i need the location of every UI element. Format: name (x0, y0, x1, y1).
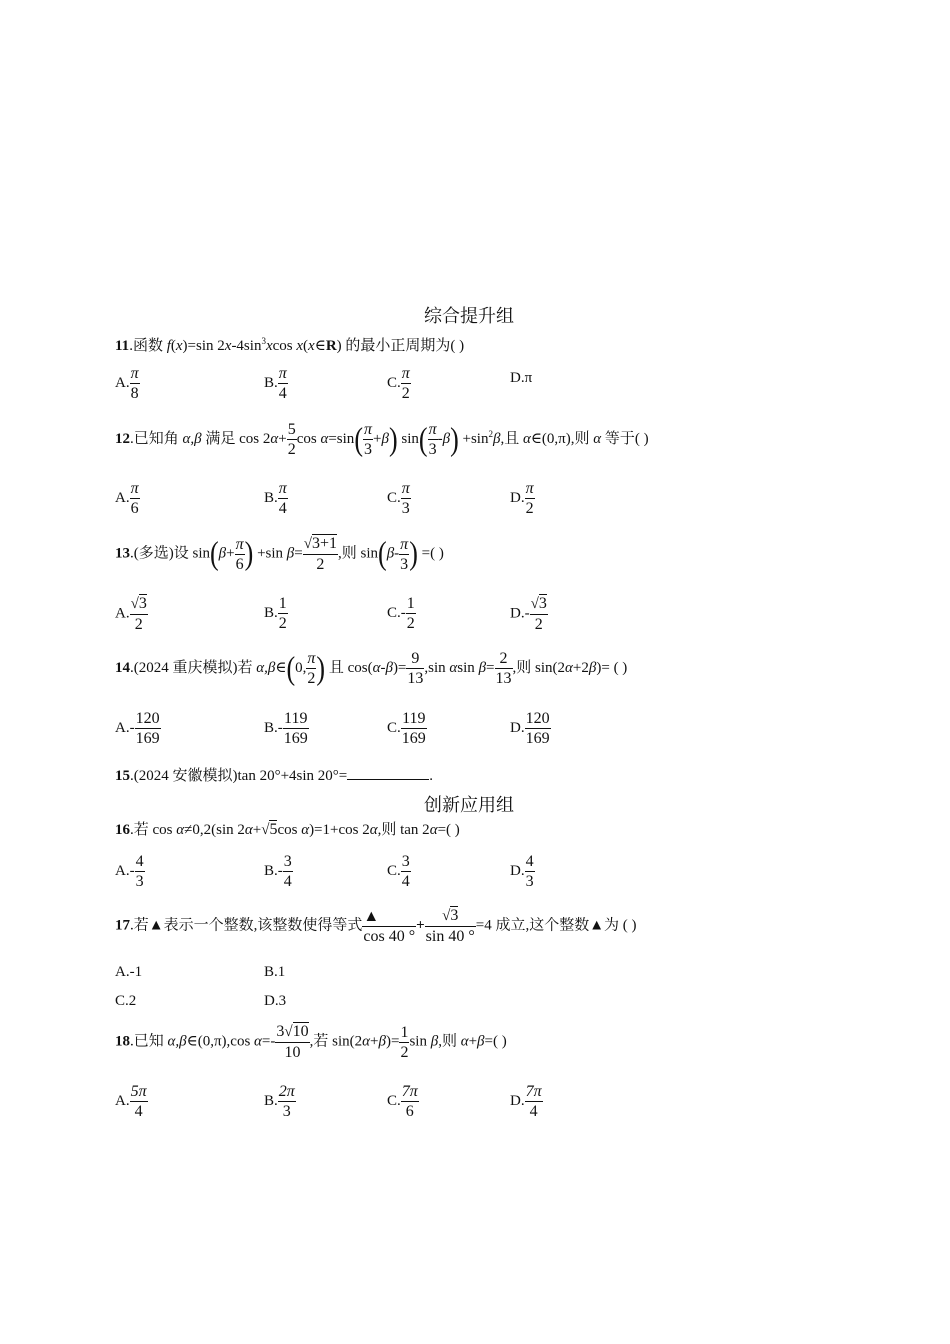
q-text: = (486, 659, 495, 676)
frac-num: 3 (283, 853, 292, 870)
option-18-C[interactable] (387, 1082, 419, 1121)
q-text: + (252, 822, 262, 838)
q-var: α (369, 822, 378, 838)
frac-den: 169 (283, 730, 308, 747)
option-label: D. (510, 489, 525, 506)
q-text: =sin (328, 430, 355, 447)
q-text: = (294, 545, 303, 562)
q-text: -4sin (231, 338, 262, 354)
q-var: β (588, 659, 597, 676)
frac-den: 3 (401, 500, 410, 517)
frac-den: 2 (316, 556, 325, 573)
frac-den: 169 (135, 730, 160, 747)
q-text: 满足 cos 2 (201, 430, 271, 447)
option-17-A[interactable]: A.-1 (115, 964, 143, 980)
radicand: 10 (292, 1023, 309, 1040)
q-text: ,则 sin(2 (512, 659, 566, 676)
q-text: ,则 sin (338, 545, 379, 562)
frac-num: 3 (401, 853, 410, 870)
q-text: cos (272, 338, 297, 354)
right-paren: ) (244, 535, 254, 572)
q-text: .(多选)设 sin (130, 545, 210, 562)
frac-den: sin 40 ° (425, 928, 475, 945)
q-text: =( ) (484, 1033, 507, 1050)
frac-num: 4 (135, 853, 144, 870)
frac-den: 2 (287, 441, 296, 458)
frac-num: 119 (402, 710, 426, 727)
q-text: )= (392, 659, 407, 676)
frac-num: π (401, 365, 410, 382)
q-text: )= ( ) (596, 659, 628, 676)
q-var: x (175, 338, 183, 354)
q-text: .若▲表示一个整数,该整数使得等式 (130, 917, 363, 934)
q-var: β (386, 545, 395, 562)
q-text: =4 成立,这个整数▲为 ( ) (475, 917, 637, 934)
frac-num: 120 (135, 710, 160, 727)
q-var: α (429, 822, 438, 838)
q-text: ) 的最小正周期为( ) (336, 338, 465, 354)
option-label: B. (264, 489, 278, 506)
frac-num: 4 (525, 853, 534, 870)
frac-den: 4 (134, 1103, 143, 1120)
q-var: x (224, 338, 232, 354)
frac-den: 3 (525, 873, 534, 890)
radicand: 5 (269, 821, 278, 838)
frac-den: 3 (428, 441, 437, 458)
frac-num: 2π (278, 1083, 295, 1100)
q-text: )=1+cos 2 (309, 822, 370, 838)
option-label: A. (115, 489, 130, 506)
option-label: C. (387, 862, 401, 879)
question-number: 12 (115, 430, 130, 447)
option-11-B[interactable] (264, 364, 288, 403)
q-text: + (468, 1033, 478, 1050)
option-16-D[interactable] (510, 852, 535, 891)
frac-num: 119 (284, 710, 308, 727)
section-title-innovative: 创新应用组 (424, 795, 514, 816)
q-text: - (394, 545, 400, 562)
option-14-B[interactable] (264, 709, 309, 748)
q-var: α (593, 430, 602, 447)
q-text: . (429, 768, 433, 784)
frac-num: π (363, 421, 372, 438)
sqrt-icon: √ (442, 908, 451, 924)
q-var: β (430, 1033, 439, 1050)
q-text: .已知 (130, 1033, 168, 1050)
q-text: ∈(0,π),则 (530, 430, 594, 447)
q-set-R: R (325, 338, 337, 354)
section-title-comprehensive: 综合提升组 (424, 306, 514, 327)
frac-den: 2 (401, 385, 410, 402)
q-var: α (270, 430, 279, 447)
q-text: ≠0,2(sin 2 (184, 822, 245, 838)
question-15 (115, 764, 433, 785)
q-text: ∈ (275, 659, 287, 676)
frac-num: π (400, 535, 409, 553)
left-paren: ( (378, 535, 387, 572)
frac-num: 3 (138, 595, 147, 612)
q-var: β (442, 430, 451, 447)
option-11-D[interactable] (510, 370, 532, 387)
q-var: α (301, 822, 310, 838)
option-label: D. (510, 1092, 525, 1109)
q-var: x (265, 338, 273, 354)
q-var: β (478, 659, 487, 676)
frac-num: 3 (450, 907, 459, 924)
q-text: sin (409, 1033, 431, 1050)
frac-den: 10 (284, 1044, 301, 1061)
frac-num: 9 (406, 649, 424, 669)
frac-den: 4 (401, 873, 410, 890)
question-number: 13 (115, 545, 130, 562)
q-text: ,且 (500, 430, 523, 447)
frac-den: 3 (363, 441, 372, 458)
frac-den: 2 (134, 616, 143, 633)
q-text: sin (457, 659, 479, 676)
question-number: 11 (115, 338, 130, 354)
q-var: α (460, 1033, 469, 1050)
q-text: ( (170, 338, 176, 354)
option-11-C[interactable] (387, 364, 411, 403)
question-14 (115, 649, 627, 688)
q-var: α,β (167, 1033, 187, 1050)
frac-den: 3 (135, 873, 144, 890)
frac-den: 2 (406, 615, 415, 632)
frac-den: 4 (529, 1103, 538, 1120)
frac-den: cos 40 ° (363, 927, 416, 945)
q-text: .函数 (129, 338, 167, 354)
frac-num: π (307, 650, 316, 667)
q-text: .(2024 重庆模拟)若 (130, 659, 257, 676)
frac-num: π (278, 365, 287, 382)
option-label: C.- (387, 604, 406, 621)
q-text: 等于( ) (601, 430, 649, 447)
option-label: B. (264, 1092, 278, 1109)
frac-num: 1 (400, 1023, 409, 1041)
frac-num: π (130, 365, 139, 382)
option-label: B.- (264, 862, 283, 879)
frac-den: 6 (130, 500, 139, 517)
option-13-D[interactable] (510, 594, 548, 634)
q-text: =( ) (437, 822, 460, 838)
option-16-B[interactable] (264, 852, 293, 891)
q-text: ,sin (424, 659, 450, 676)
frac-num: π (525, 480, 534, 497)
q-var: β (286, 545, 295, 562)
option-18-D[interactable] (510, 1082, 543, 1121)
q-var: α (320, 430, 329, 447)
frac-num: 120 (525, 710, 550, 727)
option-12-D[interactable] (510, 479, 535, 518)
frac-num: 3 (538, 595, 547, 612)
right-paren: ) (409, 535, 418, 572)
q-text: ,若 sin(2 (309, 1033, 363, 1050)
option-label: C. (387, 1092, 401, 1109)
frac-num: 3+1 (311, 535, 337, 552)
frac-den: 6 (235, 555, 244, 573)
frac-den: 8 (130, 385, 139, 402)
option-label: A. (115, 374, 130, 391)
q-text: 0, (295, 659, 307, 676)
frac-den: 2 (534, 616, 543, 633)
question-number: 17 (115, 917, 130, 934)
left-paren: ( (286, 649, 296, 686)
option-label: B.- (264, 719, 283, 736)
question-17 (115, 906, 637, 946)
q-var: α (372, 659, 381, 676)
q-var: β (492, 430, 501, 447)
right-paren: ) (388, 420, 398, 457)
q-var: α,β (182, 430, 202, 447)
frac-coef: 3 (276, 1023, 285, 1040)
option-17-B[interactable]: B.1 (264, 964, 286, 980)
frac-den: 2 (525, 500, 534, 517)
q-text: cos (296, 430, 321, 447)
q-text: + (373, 430, 382, 447)
option-16-C[interactable] (387, 852, 411, 891)
frac-num: 1 (278, 595, 287, 612)
frac-den: 4 (283, 873, 292, 890)
q-text: ∈(0,π),cos (186, 1033, 255, 1050)
option-16-A[interactable] (115, 852, 145, 891)
frac-den: 169 (525, 730, 550, 747)
q-text: =- (261, 1033, 276, 1050)
q-var: α (254, 1033, 262, 1050)
answer-blank[interactable] (347, 765, 429, 780)
frac-den: 2 (307, 670, 316, 687)
option-13-C[interactable] (387, 594, 416, 633)
option-label: C. (387, 719, 401, 736)
frac-den: 169 (401, 730, 426, 747)
q-text: .已知角 (130, 430, 183, 447)
q-var: α (522, 430, 531, 447)
frac-num: π (130, 480, 139, 497)
right-paren: ) (316, 649, 326, 686)
q-text: - (437, 430, 443, 447)
frac-den: 6 (405, 1103, 414, 1120)
option-14-C[interactable] (387, 709, 427, 748)
q-sup: 3 (261, 336, 266, 346)
frac-num: π (401, 480, 410, 497)
q-text: ,则 (438, 1033, 461, 1050)
frac-num: 2 (495, 649, 513, 669)
q-var: α (362, 1033, 371, 1050)
option-18-B[interactable] (264, 1082, 296, 1121)
q-text: - (380, 659, 386, 676)
option-12-B[interactable] (264, 479, 288, 518)
frac-num: π (428, 421, 437, 438)
frac-den: 13 (407, 670, 424, 687)
frac-den: 3 (400, 555, 409, 573)
option-label: D.- (510, 605, 530, 622)
frac-den: 13 (495, 670, 512, 687)
question-number: 15 (115, 768, 130, 784)
q-text: +2 (572, 659, 589, 676)
option-13-A[interactable] (115, 594, 148, 634)
option-11-A[interactable] (115, 364, 140, 403)
option-label: D. (510, 719, 525, 736)
q-text: 且 cos( (328, 659, 373, 676)
option-18-A[interactable] (115, 1082, 148, 1121)
q-var: β (218, 545, 227, 562)
sqrt-icon: √ (130, 596, 139, 612)
q-text: ( (303, 338, 309, 354)
frac-num: π (278, 480, 287, 497)
frac-num: π (235, 535, 244, 553)
option-13-B[interactable] (264, 594, 288, 633)
option-label: A.- (115, 862, 135, 879)
question-number: 16 (115, 822, 130, 838)
option-label: B. (264, 374, 278, 391)
q-text: + (278, 430, 287, 447)
frac-num: 5π (130, 1083, 147, 1100)
q-text: + (226, 545, 235, 562)
question-16 (115, 818, 460, 839)
q-var: f (166, 338, 171, 354)
option-17-D[interactable]: D.3 (264, 993, 287, 1009)
q-text: =( ) (421, 545, 444, 562)
option-label: A. (115, 605, 130, 622)
question-18 (115, 1022, 507, 1062)
option-12-A[interactable] (115, 479, 140, 518)
q-var: β (385, 659, 393, 676)
frac-num: 7π (525, 1083, 542, 1100)
plus-sign: + (416, 917, 425, 934)
q-var: β (477, 1033, 485, 1050)
frac-num: 1 (406, 595, 415, 612)
q-text: .若 cos (130, 822, 177, 838)
option-label: D.π (510, 370, 533, 386)
frac-den: 2 (278, 615, 287, 632)
q-var: α (244, 822, 253, 838)
q-var: α (449, 659, 458, 676)
q-text: .(2024 安徽模拟)tan 20°+4sin 20°= (130, 768, 348, 784)
q-text: +sin (462, 430, 489, 447)
option-14-A[interactable] (115, 709, 161, 748)
q-text: sin (401, 430, 419, 447)
frac-num: ▲ (362, 907, 416, 927)
question-12 (115, 420, 649, 459)
right-paren: ) (450, 420, 459, 457)
option-label: C. (387, 489, 401, 506)
sqrt-icon: √ (303, 536, 312, 552)
q-var: α (176, 822, 185, 838)
option-12-C[interactable] (387, 479, 411, 518)
q-var: α (565, 659, 573, 676)
frac-den: 4 (278, 500, 287, 517)
option-label: D. (510, 862, 525, 879)
frac-den: 2 (400, 1043, 409, 1061)
q-var: α,β (256, 659, 276, 676)
q-text: )=sin 2 (182, 338, 225, 354)
left-paren: ( (418, 420, 428, 457)
sqrt-icon: √ (261, 822, 270, 838)
q-var: β (378, 1033, 386, 1050)
question-number: 18 (115, 1033, 130, 1050)
left-paren: ( (354, 420, 363, 457)
q-text: + (370, 1033, 379, 1050)
question-number: 14 (115, 659, 130, 676)
question-13 (115, 534, 444, 574)
frac-den: 3 (282, 1103, 291, 1120)
option-17-C[interactable]: C.2 (115, 993, 137, 1009)
frac-num: 5 (287, 421, 296, 438)
option-label: A.- (115, 719, 135, 736)
q-text: +sin (257, 545, 287, 562)
q-var: x (296, 338, 304, 354)
q-sup: 2 (488, 428, 493, 439)
frac-num: 7π (401, 1083, 418, 1100)
q-var: x (308, 338, 315, 354)
q-text: cos (277, 822, 302, 838)
question-11 (115, 334, 464, 355)
option-label: A. (115, 1092, 130, 1109)
q-text: )= (385, 1033, 400, 1050)
sqrt-icon: √ (530, 596, 539, 612)
option-label: B. (264, 604, 278, 621)
frac-den: 4 (278, 385, 287, 402)
option-14-D[interactable] (510, 709, 551, 748)
option-label: C. (387, 374, 401, 391)
sqrt-icon: √ (284, 1024, 293, 1040)
left-paren: ( (210, 535, 219, 572)
q-text: ,则 tan 2 (377, 822, 430, 838)
q-var: β (381, 430, 389, 447)
q-text: ∈ (314, 338, 326, 354)
